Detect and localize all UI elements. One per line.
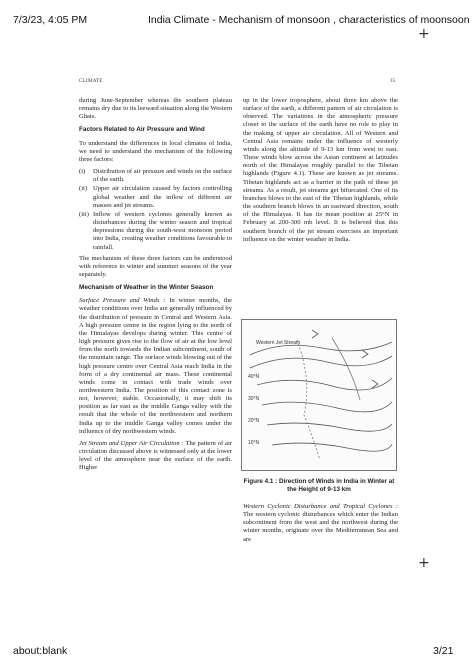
upper-air-paragraph: up in the lower troposphere, about three km above the surface of the earth, a different pattern of air circulation is observed. The variations in the atmospheric pressure closer to the surface of the earth have no role to play in the making of upper air circulation. All of Western and Central Asia remains under the influence of westerly winds along the altitude of 9-13 km from west to east. These winds blow across the Asian continent at latitudes north of the Himalayas roughly parallel to the Tibetan highlands (Figure 4.1). These are known as jet streams. Tibetan highlands act as a barrier in the path of these jet streams. As a result, jet streams get bifurcated. One of its branches blows to the east of the Tibetan highlands, while the southern branch blows in an eastward direction, south of the Himalayas. It has its mean position at 25°N in February at 200-300 mb level. It is believed that this southern branch of the jet stream exercises an important influence on the winter weather in India. — [243, 97, 398, 243]
surface-subheading: Surface Pressure and Winds : — [79, 297, 166, 305]
wind-line — [262, 402, 392, 412]
mechanism-paragraph: The mechanism of these three factors can be understood with reference to winter and summer seasons of the year separately. — [79, 254, 232, 278]
surface-paragraph: Surface Pressure and Winds : In winter months, the weather conditions over India are generally influenced by the distribution of pressure in Central and Western Asia. A high pressure centre in the region lying to the north of the Himalayas develops during winter. This centre of high pressure gives rise to the flow of air at the low level from the north towards the Indian subcontinent, south of the mountain range. The surface winds blowing out of the high pressure centre over Central Asia reach India in the form of a dry continental air mass. These continental winds come in contact with trade winds over northwestern India. The position of this contact zone is not, however, stable. Occasionally, it may shift its position as far east as the middle Ganga valley with the result that the whole of the northwestern and northern India up to the middle Ganga valley comes under the influence of dry northwestern winds. — [79, 297, 232, 435]
western-paragraph: Western Cyclonic Disturbance and Tropical Cyclones : The western cyclonic disturbances which enter the Indian subcontinent from the west and the northwest during the winter months, originate over the Mediterranean Sea and are — [243, 503, 398, 543]
figure-caption: Figure 4.1 : Direction of Winds in India in Winter at the Height of 9-13 km — [243, 478, 395, 493]
crop-mark-top-right: + — [418, 26, 430, 42]
print-url: about:blank — [13, 645, 68, 657]
list-item: (i) Distribution of air pressure and winds on the surface of the earth. — [79, 168, 232, 184]
page-number: 35 — [390, 79, 396, 84]
heading-winter: Mechanism of Weather in the Winter Season — [79, 284, 214, 292]
latitude-label: 40°N — [248, 374, 260, 380]
wind-line — [272, 443, 392, 451]
latitude-label: 30°N — [248, 396, 260, 402]
list-item: (ii) Upper air circulation caused by factors controlling global weather and the inflow of different air masses and jet streams. — [79, 185, 232, 209]
heading-factors: Factors Related to Air Pressure and Wind — [79, 126, 205, 134]
region-outline — [332, 338, 360, 400]
print-page-title: India Climate - Mechanism of monsoon , characteristics of moonsoon — [148, 14, 470, 26]
list-item: (iii) Inflow of western cyclones generally known as disturbances during the winter season and tropical depressions during the south-west monsoon period into India, creating weather conditions favourable to rainfall. — [79, 210, 232, 251]
latitude-label: 10°N — [248, 440, 260, 446]
running-head: CLIMATE — [79, 79, 103, 84]
wind-map-illustration — [242, 320, 396, 470]
latitude-label: 20°N — [248, 418, 260, 424]
crop-mark-bottom-right: + — [418, 555, 430, 571]
figure-4-1 — [241, 319, 397, 471]
right-column-lower — [243, 503, 398, 548]
right-column — [243, 97, 398, 248]
western-subheading: Western Cyclonic Disturbance and Tropical Cyclones : — [243, 503, 398, 510]
figure-jet-label: Western Jet Stream — [256, 340, 301, 346]
jet-subheading: Jet Stream and Upper Air Circulation : — [79, 439, 184, 447]
arrow-icon — [312, 330, 318, 338]
factors-intro-paragraph: To understand the differences in local climates of India, we need to understand the mechanism of the following three factors: — [79, 139, 232, 163]
print-datetime: 7/3/23, 4:05 PM — [13, 14, 88, 26]
factors-list — [79, 168, 232, 252]
intro-paragraph: during June-September whereas the southern plateau remains dry due to its leeward situation along the Western Ghats. — [79, 97, 232, 121]
jet-stream-line — [250, 356, 392, 368]
left-column — [79, 97, 232, 477]
wind-line — [257, 378, 392, 390]
jet-paragraph: Jet Stream and Upper Air Circulation : The pattern of air circulation discussed above is witnessed only at the lower level of the atmosphere near the surface of the earth. Higher — [79, 439, 233, 472]
wind-line — [267, 423, 392, 431]
arrow-icon — [362, 350, 368, 358]
print-page-count: 3/21 — [433, 645, 454, 657]
